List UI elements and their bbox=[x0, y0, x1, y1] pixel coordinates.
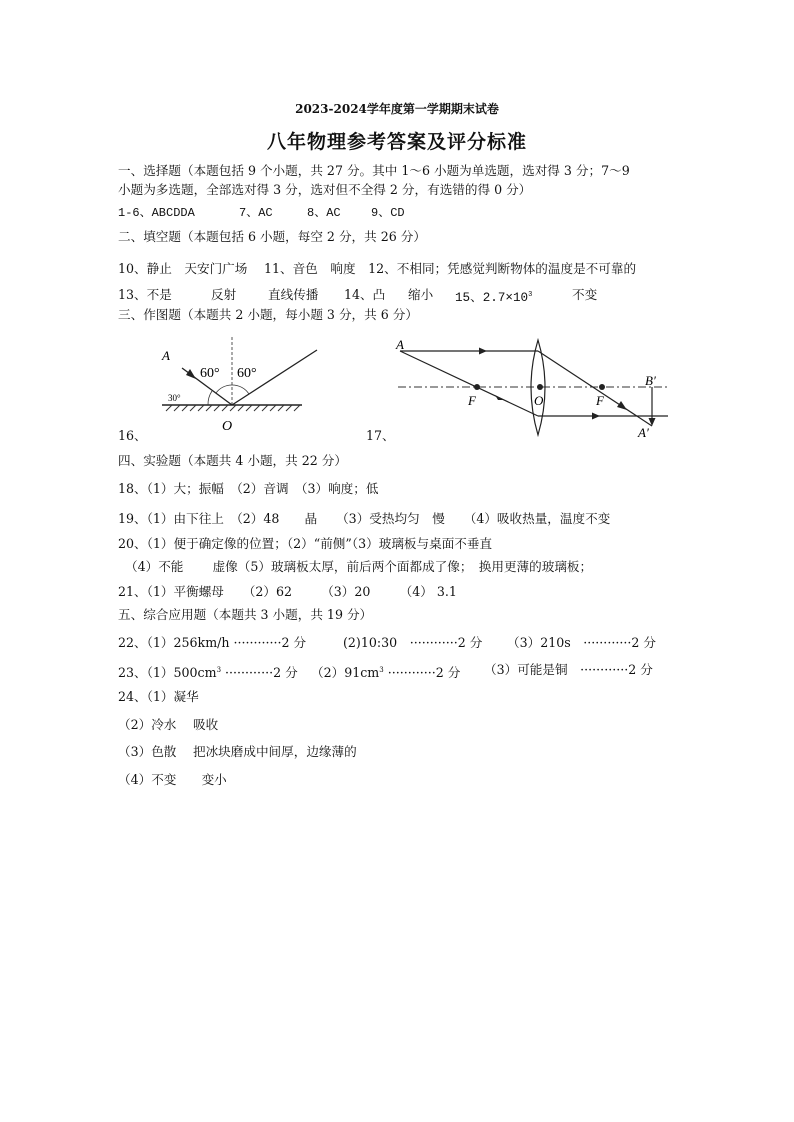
lens-diagram bbox=[392, 335, 674, 440]
section1-heading-line2: 小题为多选题，全部选对得 3 分，选对但不全得 2 分，有选错的得 0 分） bbox=[118, 182, 532, 197]
answer-22-2: (2)10:30 ············2 分 bbox=[343, 635, 483, 650]
answer-24-4: （4）不变 变小 bbox=[118, 772, 227, 787]
answer-13: 13、不是 bbox=[118, 287, 172, 302]
q16-label: 16、 bbox=[118, 428, 147, 443]
reflection-diagram bbox=[152, 335, 332, 435]
answer-23-1: 23、$(1)500cm^3 \cdot\cdot\cdot\cdot\cdot\cdot\cdot\cdot\cdot\cdot\cdot\cdot 2$ 分 bbox=[118, 665, 298, 681]
fig16-angle-30: 30° bbox=[168, 393, 181, 403]
answer-21: 21、（1）平衡螺母 （2）62 （3）20 （4） 3.1 bbox=[118, 584, 457, 599]
fig17-label-b: B′ bbox=[645, 373, 656, 388]
answer-23-3: （3）可能是铜 ············2 分 bbox=[484, 662, 653, 677]
answer-18: 18、（1）大；振幅 （2）音调 （3）响度；低 bbox=[118, 481, 379, 496]
fig17-label-a-prime: A′ bbox=[638, 425, 649, 440]
section1-answers bbox=[118, 205, 405, 221]
fig17-label-a: A bbox=[396, 337, 404, 352]
answer-9: 9、CD bbox=[371, 206, 405, 220]
answer-20-line2: （4）不能 虚像（5）玻璃板太厚，前后两个面都成了像； 换用更薄的玻璃板； bbox=[125, 559, 593, 574]
answer-22 bbox=[118, 635, 678, 651]
fig16-label-a: A bbox=[162, 348, 170, 363]
section2-line2 bbox=[118, 287, 678, 306]
answer-13-reflect: 反射 bbox=[211, 287, 237, 302]
answer-14: 14、凸 bbox=[344, 287, 386, 302]
section5-heading: 五、综合应用题（本题共 3 小题，共 19 分） bbox=[118, 607, 373, 622]
section2-line1: 10、静止 天安门广场 11、音色 响度 12、不相同；凭感觉判断物体的温度是不可靠的 bbox=[118, 261, 637, 276]
fig17-label-f2: F bbox=[596, 393, 604, 408]
answer-8: 8、AC bbox=[307, 206, 341, 220]
answer-24-1: 24、（1）凝华 bbox=[118, 689, 199, 704]
answer-15: 15、$2.7\times 10^3$ bbox=[455, 291, 533, 306]
answer-24-3: （3）色散 把冰块磨成中间厚，边缘薄的 bbox=[118, 744, 357, 759]
answer-13-straight: 直线传播 bbox=[268, 287, 319, 302]
fig17-label-f1: F bbox=[468, 393, 476, 408]
answer-14-shrink: 缩小 bbox=[408, 287, 434, 302]
answer-22-1: 22、（1）256km/h ············2 分 bbox=[118, 635, 307, 650]
page-title: 八年物理参考答案及评分标准 bbox=[266, 131, 527, 153]
fig16-angle-reflect: 60° bbox=[237, 366, 257, 381]
fig16-label-o: O bbox=[222, 419, 233, 434]
answer-19: 19、（1）由下往上 （2）48 晶 （3）受热均匀 慢 （4）吸收热量，温度不变 bbox=[118, 511, 611, 526]
q17-label: 17、 bbox=[366, 428, 395, 443]
answer-24-2: （2）冷水 吸收 bbox=[118, 717, 219, 732]
answer-15-unchanged: 不变 bbox=[572, 287, 598, 302]
answer-22-3: （3）210s ············2 分 bbox=[507, 635, 656, 650]
answer-23-2: $(2)91cm^3 \cdot\cdot\cdot\cdot\cdot\cdot\cdot\cdot\cdot\cdot\cdot\cdot 2$ 分 bbox=[311, 665, 461, 681]
section3-heading: 三、作图题（本题共 2 小题，每小题 3 分，共 6 分） bbox=[118, 307, 418, 322]
page-subtitle: 2023-2024学年度第一学期期末试卷 bbox=[295, 102, 499, 116]
answer-20-line1: 20、（1）便于确定像的位置；（2）“前侧”（3）玻璃板与桌面不垂直 bbox=[118, 536, 493, 551]
answer-1-6: 1-6、ABCDDA bbox=[118, 206, 195, 220]
answer-23 bbox=[118, 662, 678, 681]
fig16-angle-incident: 60° bbox=[200, 366, 220, 381]
section2-heading: 二、填空题（本题包括 6 小题，每空 2 分，共 26 分） bbox=[118, 229, 426, 244]
fig17-label-o: O bbox=[534, 393, 544, 408]
answer-7: 7、AC bbox=[239, 206, 273, 220]
section4-heading: 四、实验题（本题共 4 小题，共 22 分） bbox=[118, 453, 347, 468]
section1-heading-line1: 一、选择题（本题包括 9 个小题，共 27 分。其中 1～6 小题为单选题，选对得 3 分；7～9 bbox=[118, 163, 630, 178]
